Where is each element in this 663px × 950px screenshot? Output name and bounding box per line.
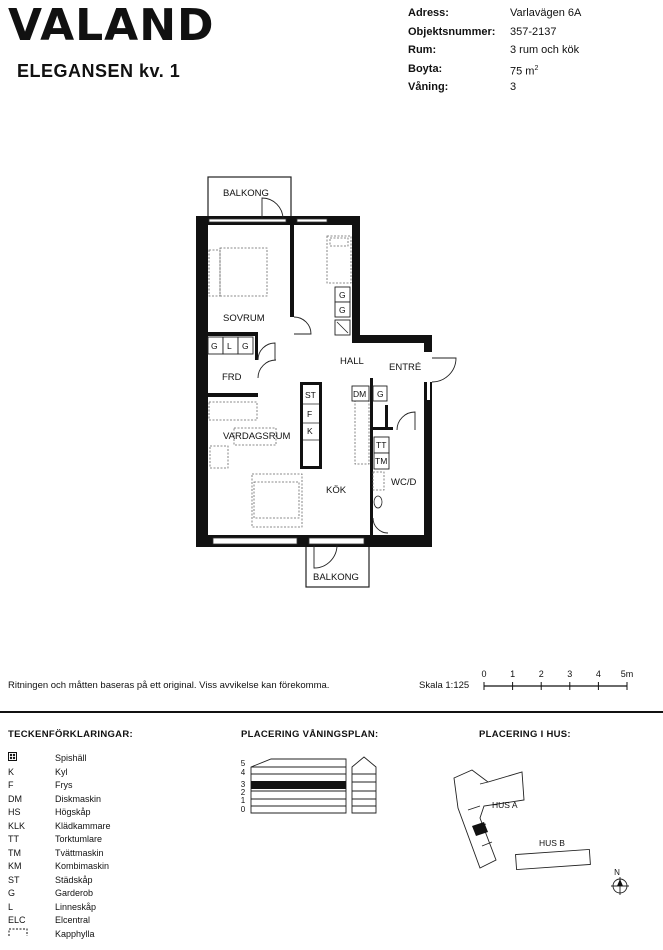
room-label-hall: HALL — [340, 356, 364, 367]
room-label-wc: WC/D — [391, 477, 417, 488]
legend-abbr: TT — [8, 834, 19, 844]
legend-text: Elcentral — [55, 915, 91, 925]
floor-placement-diagram — [236, 755, 396, 820]
legend-abbr: L — [8, 901, 14, 912]
info-label: Rum: — [408, 44, 437, 56]
north-arrow-icon — [611, 868, 629, 895]
legend-abbr: KM — [8, 861, 22, 871]
site-plan — [440, 760, 660, 910]
fixture-label: TT — [376, 440, 387, 450]
legend-text: Garderob — [55, 888, 94, 898]
info-label: Boyta: — [408, 62, 443, 75]
legend-abbr: F — [8, 780, 14, 790]
info-value: 357-2137 — [510, 25, 557, 38]
legend-item — [8, 820, 111, 834]
coat-shelf-icon — [8, 928, 55, 942]
stove-icon — [8, 752, 55, 766]
house-placement-title: PLACERING I HUS: — [479, 729, 571, 740]
house-a-label: HUS A — [492, 800, 518, 810]
scale-tick: 2 — [538, 669, 544, 679]
brand-logo: VALAND — [8, 0, 215, 51]
room-label-entre: ENTRÉ — [389, 362, 422, 373]
legend-item — [8, 887, 111, 901]
legend-abbr: ELC — [8, 915, 26, 925]
legend-item — [8, 860, 111, 874]
area-unit-superscript: 2 — [534, 64, 539, 72]
legend-text: Högskåp — [55, 807, 91, 817]
legend-abbr: KLK — [8, 820, 26, 831]
legend-item — [8, 793, 111, 807]
legend-abbr: K — [8, 766, 15, 777]
info-value: Varlavägen 6A — [510, 7, 582, 19]
floor-number: 3 — [240, 780, 246, 789]
legend-abbr: ST — [8, 874, 20, 885]
floor-placement-title: PLACERING VÅNINGSPLAN: — [241, 729, 379, 740]
legend-item — [8, 752, 111, 766]
room-label-kok: KÖK — [326, 485, 347, 496]
divider — [0, 711, 663, 713]
room-label-balkong-bottom: BALKONG — [313, 572, 359, 583]
legend-item — [8, 779, 111, 793]
legend-text: Linneskåp — [55, 901, 97, 912]
house-b-label: HUS B — [539, 838, 565, 848]
fixture-label: L — [227, 341, 232, 351]
legend-text: Kombimaskin — [55, 861, 110, 871]
room-label-frd: FRD — [222, 372, 242, 383]
legend-text: Kyl — [55, 766, 68, 777]
legend-text: Städskåp — [55, 874, 93, 885]
legend-item — [8, 914, 111, 928]
scale-tick: 3 — [567, 669, 573, 679]
legend-item — [8, 806, 111, 820]
scale-label: Skala 1:125 — [419, 680, 470, 691]
legend-text: Spishäll — [55, 753, 87, 763]
scale-bar — [478, 668, 638, 694]
fixture-label: G — [377, 389, 384, 399]
fixture-label: G — [339, 290, 346, 300]
floor-number: 5 — [240, 759, 246, 768]
legend-title: TECKENFÖRKLARINGAR: — [8, 729, 133, 740]
legend-abbr: G — [8, 888, 16, 898]
project-title: ELEGANSEN kv. 1 — [17, 61, 181, 81]
fixture-label: G — [339, 305, 346, 315]
legend-text: Frys — [55, 780, 73, 790]
legend-item — [8, 928, 111, 942]
legend-abbr: DM — [8, 793, 22, 804]
fixture-label: F — [307, 409, 313, 419]
info-value: 3 — [510, 81, 517, 93]
fixture-label: G — [211, 341, 218, 351]
legend-text: Klädkammare — [55, 820, 111, 831]
legend-item — [8, 901, 111, 915]
scale-tick: 0 — [481, 669, 487, 679]
scale-tick: 4 — [595, 669, 601, 679]
legend-item — [8, 874, 111, 888]
legend-text: Diskmaskin — [55, 793, 102, 804]
svg-text:N: N — [614, 868, 620, 877]
area-value: 75 m — [510, 65, 535, 78]
legend-list — [8, 752, 111, 941]
floor-number: 0 — [240, 805, 246, 814]
disclaimer: Ritningen och måtten baseras på ett original. Viss avvikelse kan förekomma. — [8, 680, 330, 691]
current-floor-highlight — [251, 781, 346, 789]
scale-tick: 1 — [510, 669, 516, 679]
legend-text: Kapphylla — [55, 928, 95, 939]
room-label-balkong-top: BALKONG — [223, 188, 269, 199]
room-label-vardagsrum: VARDAGSRUM — [223, 431, 291, 442]
room-label-sovrum: SOVRUM — [223, 313, 265, 324]
info-label: Adress: — [408, 7, 449, 19]
info-label: Våning: — [408, 81, 449, 93]
fixture-label: ST — [305, 390, 316, 400]
floor-number: 2 — [240, 788, 246, 797]
legend-text: Torktumlare — [55, 834, 103, 844]
fixture-label: TM — [375, 456, 388, 466]
scale-tick: 5m — [620, 669, 634, 679]
legend-abbr: HS — [8, 807, 21, 817]
floor-number: 4 — [240, 768, 246, 777]
legend-item — [8, 833, 111, 847]
floor-number: 1 — [240, 796, 246, 805]
legend-item — [8, 766, 111, 780]
legend-text: Tvättmaskin — [55, 847, 104, 858]
legend-abbr: TM — [8, 847, 21, 858]
info-label: Objektsnummer: — [408, 25, 496, 38]
info-value: 3 rum och kök — [510, 44, 580, 56]
fixture-label: K — [307, 426, 313, 436]
fixture-label: G — [242, 341, 249, 351]
fixture-label: DM — [353, 389, 367, 399]
legend-item — [8, 847, 111, 861]
